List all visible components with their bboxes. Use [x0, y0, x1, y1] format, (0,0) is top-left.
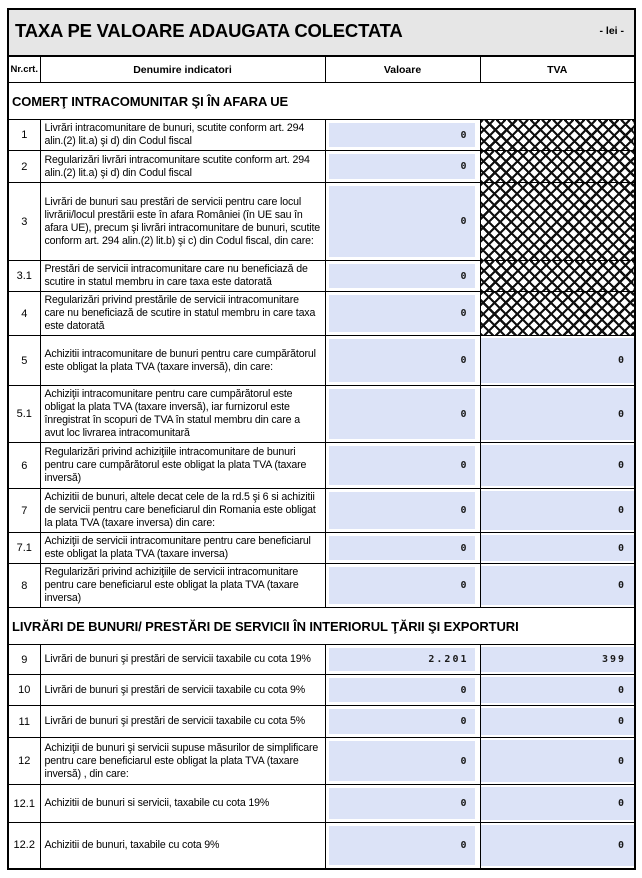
tva-hatched-cell: [480, 261, 635, 292]
valoare-value: 2.201: [428, 654, 469, 665]
valoare-cell: [325, 738, 480, 785]
tva-field[interactable]: [481, 787, 635, 820]
table-row: [8, 785, 635, 823]
tva-cell: [480, 443, 635, 489]
tva-field[interactable]: [481, 647, 635, 672]
valoare-field[interactable]: [329, 264, 475, 288]
tva-cell: [480, 823, 635, 869]
tva-field[interactable]: [481, 825, 635, 866]
valoare-value: 0: [460, 755, 469, 767]
valoare-value: 0: [460, 308, 469, 319]
title-row: [8, 9, 635, 56]
row-number: 10: [8, 675, 40, 706]
tva-field[interactable]: [481, 338, 635, 383]
tva-value: 0: [617, 355, 627, 366]
tva-value: 0: [617, 542, 627, 554]
tva-value: 0: [617, 684, 627, 696]
tva-value: 399: [601, 654, 627, 665]
valoare-value: 0: [460, 216, 469, 227]
valoare-field[interactable]: [329, 492, 475, 529]
tva-cell: [480, 645, 635, 675]
row-label: Livrări de bunuri sau prestări de servicii pentru care locul livrării/locul prestării este în afara României (în UE sau în afara UE), precum şi livrări intracomunitare de bunuri, scutite conform art. 294 alin.(2) lit.b) şi c) din Codul fiscal, din care:: [40, 183, 325, 261]
form-title: TAXA PE VALOARE ADAUGATA COLECTATA: [15, 19, 403, 41]
valoare-value: 0: [460, 798, 469, 809]
valoare-cell: [325, 151, 480, 183]
table-row: [8, 645, 635, 675]
valoare-value: 0: [460, 716, 469, 727]
valoare-cell: [325, 533, 480, 564]
tva-field[interactable]: [481, 388, 635, 440]
valoare-field[interactable]: [329, 567, 475, 604]
row-label: Achizitii intracomunitare de bunuri pentru care cumpărătorul este obligat la plata TVA (taxare inversă), din care:: [40, 336, 325, 386]
column-header-row: [8, 56, 635, 83]
valoare-value: 0: [460, 542, 469, 554]
valoare-cell: [325, 564, 480, 608]
table-row: [8, 183, 635, 261]
valoare-cell: [325, 183, 480, 261]
row-label: Achizitii de bunuri, altele decat cele de la rd.5 şi 6 si achizitii de servicii pentru care beneficiarul din Romania este obligat la plata TVA (taxare inversa) din care:: [40, 489, 325, 533]
valoare-field[interactable]: [329, 678, 475, 702]
row-label: Regularizări privind prestările de servicii intracomunitare care nu beneficiază de scutire in statul membru in care taxa este datorată: [40, 292, 325, 336]
valoare-field[interactable]: [329, 741, 475, 781]
row-number: 7: [8, 489, 40, 533]
valoare-cell: [325, 645, 480, 675]
valoare-value: 0: [460, 408, 469, 420]
valoare-value: 0: [460, 161, 469, 172]
row-label: Achiziţii de bunuri şi servicii supuse măsurilor de simplificare pentru care beneficiarul este obligat la plata TVA (taxare inversă) , din care:: [40, 738, 325, 785]
table-row: [8, 443, 635, 489]
valoare-field[interactable]: [329, 389, 475, 439]
valoare-value: 0: [460, 505, 469, 516]
tva-hatched-cell: [480, 183, 635, 261]
table-row: [8, 120, 635, 151]
valoare-field[interactable]: [329, 123, 475, 147]
tva-field[interactable]: [481, 535, 635, 561]
table-row: [8, 292, 635, 336]
row-label: Achizitii de bunuri si servicii, taxabile cu cota 19%: [40, 785, 325, 823]
tva-value: 0: [617, 755, 627, 767]
row-number: 6: [8, 443, 40, 489]
tva-field[interactable]: [481, 566, 635, 605]
currency-note: - lei -: [599, 24, 625, 37]
col-header-nr: Nr.crt.: [8, 56, 40, 83]
valoare-value: 0: [460, 270, 469, 282]
row-label: Livrări de bunuri şi prestări de servicii taxabile cu cota 9%: [40, 675, 325, 706]
row-label: Regularizări privind achiziţiile de servicii intracomunitare pentru care beneficiarul este obligat la plata TVA (taxare inversa): [40, 564, 325, 608]
tva-value: 0: [617, 460, 627, 471]
valoare-field[interactable]: [329, 295, 475, 332]
table-row: [8, 489, 635, 533]
valoare-field[interactable]: [329, 186, 475, 257]
valoare-cell: [325, 261, 480, 292]
table-row: [8, 823, 635, 869]
row-number: 1: [8, 120, 40, 151]
row-label: Livrări intracomunitare de bunuri, scutite conform art. 294 alin.(2) lit.a) şi d) din Codul fiscal: [40, 120, 325, 151]
row-number: 9: [8, 645, 40, 675]
valoare-cell: [325, 120, 480, 151]
valoare-cell: [325, 706, 480, 738]
tva-hatched-cell: [480, 292, 635, 336]
valoare-value: 0: [460, 580, 469, 591]
valoare-cell: [325, 336, 480, 386]
valoare-cell: [325, 292, 480, 336]
row-label: Achiziţii intracomunitare pentru care cumpărătorul este obligat la plata TVA (taxare inversă), iar furnizorul este înregistrat în scopuri de TVA în statul membru din care a avut loc livrarea intracomunitară: [40, 386, 325, 443]
row-number: 8: [8, 564, 40, 608]
table-row: [8, 738, 635, 785]
table-row: [8, 336, 635, 386]
row-number: 7.1: [8, 533, 40, 564]
valoare-field[interactable]: [329, 339, 475, 382]
section-heading-interior: LIVRĂRI DE BUNURI/ PRESTĂRI DE SERVICII ÎN INTERIORUL ŢĂRII ŞI EXPORTURI: [8, 608, 635, 645]
row-label: Regularizări livrări intracomunitare scutite conform art. 294 alin.(2) lit.a) şi d) din Codul fiscal: [40, 151, 325, 183]
table-row: [8, 564, 635, 608]
tva-field[interactable]: [481, 445, 635, 486]
row-label: Regularizări privind achiziţiile intracomunitare de bunuri pentru care cumpărătorul este obligat la plata TVA (taxare inversă): [40, 443, 325, 489]
valoare-field[interactable]: [329, 154, 475, 179]
section-heading-intracomunitar: COMERŢ INTRACOMUNITAR ŞI ÎN AFARA UE: [8, 83, 635, 120]
table-row: [8, 386, 635, 443]
table-row: [8, 261, 635, 292]
tva-field[interactable]: [481, 677, 635, 703]
valoare-value: 0: [460, 460, 469, 471]
table-row: [8, 533, 635, 564]
tva-value: 0: [617, 580, 627, 591]
tva-cell: [480, 738, 635, 785]
table-row: [8, 675, 635, 706]
row-number: 5: [8, 336, 40, 386]
tva-value: 0: [617, 839, 627, 851]
valoare-field[interactable]: [329, 536, 475, 560]
valoare-field[interactable]: [329, 788, 475, 819]
valoare-field[interactable]: [329, 446, 475, 485]
valoare-cell: [325, 675, 480, 706]
tva-value: 0: [617, 716, 627, 727]
col-header-valoare: Valoare: [325, 56, 480, 83]
valoare-field[interactable]: [329, 648, 475, 671]
tva-cell: [480, 336, 635, 386]
valoare-value: 0: [460, 355, 469, 366]
tva-value: 0: [617, 408, 627, 420]
valoare-field[interactable]: [329, 826, 475, 865]
valoare-cell: [325, 823, 480, 869]
tva-cell: [480, 386, 635, 443]
tva-field[interactable]: [481, 740, 635, 782]
valoare-value: 0: [460, 684, 469, 696]
row-number: 3.1: [8, 261, 40, 292]
row-number: 4: [8, 292, 40, 336]
valoare-cell: [325, 386, 480, 443]
tva-cell: [480, 675, 635, 706]
row-number: 2: [8, 151, 40, 183]
row-label: Achizitii de bunuri, taxabile cu cota 9%: [40, 823, 325, 869]
row-number: 3: [8, 183, 40, 261]
tva-cell: [480, 533, 635, 564]
tva-value: 0: [617, 798, 627, 809]
section-row: [8, 83, 635, 120]
tva-cell: [480, 706, 635, 738]
tva-field[interactable]: [481, 491, 635, 530]
valoare-cell: [325, 785, 480, 823]
row-label: Prestări de servicii intracomunitare care nu beneficiază de scutire in statul membru in care taxa este datorată: [40, 261, 325, 292]
valoare-cell: [325, 489, 480, 533]
tva-cell: [480, 489, 635, 533]
title-bar: [9, 20, 634, 46]
vat-form-table: [7, 8, 636, 870]
valoare-field[interactable]: [329, 709, 475, 734]
table-row: [8, 151, 635, 183]
row-number: 12.1: [8, 785, 40, 823]
tva-hatched-cell: [480, 120, 635, 151]
valoare-cell: [325, 443, 480, 489]
valoare-value: 0: [460, 839, 469, 851]
tva-cell: [480, 564, 635, 608]
tva-cell: [480, 785, 635, 823]
row-number: 11: [8, 706, 40, 738]
valoare-value: 0: [460, 129, 469, 141]
row-number: 12: [8, 738, 40, 785]
tva-value: 0: [617, 505, 627, 516]
row-label: Achiziţii de servicii intracomunitare pentru care beneficiarul este obligat la plata TVA (taxare inversa): [40, 533, 325, 564]
row-number: 5.1: [8, 386, 40, 443]
row-number: 12.2: [8, 823, 40, 869]
tva-field[interactable]: [481, 708, 635, 735]
col-header-tva: TVA: [480, 56, 635, 83]
table-row: [8, 706, 635, 738]
row-label: Livrări de bunuri şi prestări de servicii taxabile cu cota 5%: [40, 706, 325, 738]
section-row: [8, 608, 635, 645]
col-header-indicator: Denumire indicatori: [40, 56, 325, 83]
row-label: Livrări de bunuri şi prestări de servicii taxabile cu cota 19%: [40, 645, 325, 675]
tva-hatched-cell: [480, 151, 635, 183]
